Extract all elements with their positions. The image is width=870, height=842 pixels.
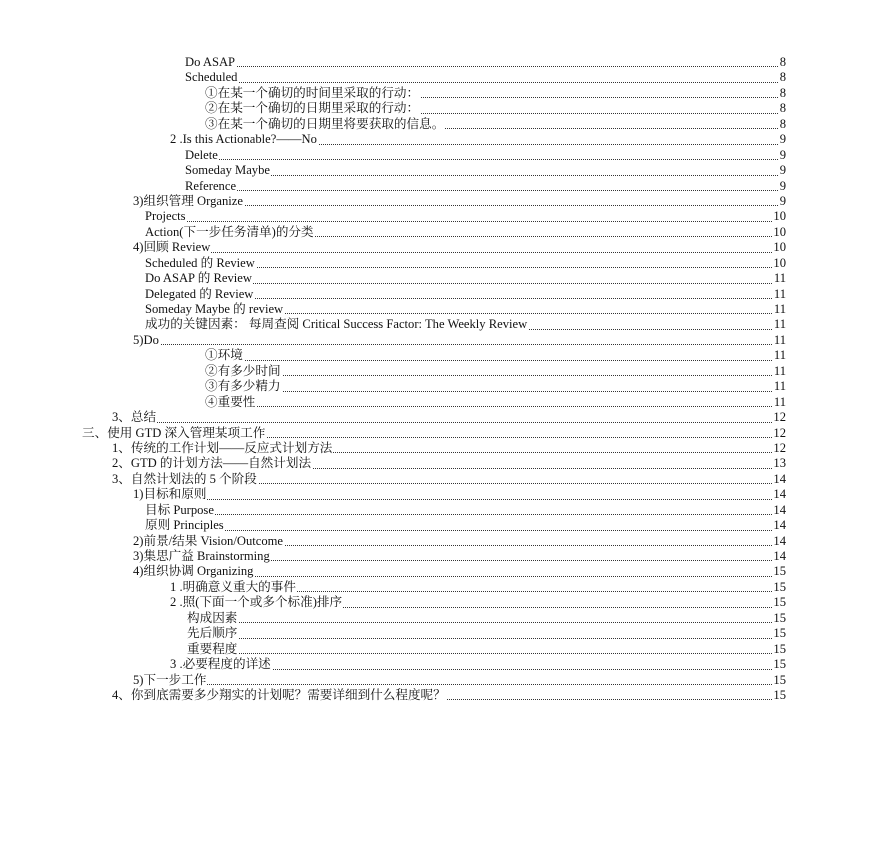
- toc-entry-page: 12: [773, 410, 786, 425]
- toc-entry-label: Scheduled: [185, 70, 238, 85]
- toc-entry-scheduled-review[interactable]: [0, 256, 870, 271]
- toc-entry-sort-criteria[interactable]: [0, 595, 870, 610]
- toc-entry-energy-available[interactable]: [0, 379, 870, 394]
- toc-entry-label: 先后顺序: [187, 626, 238, 641]
- toc-entry-page: 11: [773, 394, 786, 409]
- toc-entry-label: Reference: [185, 178, 237, 193]
- toc-entry-page: 15: [773, 564, 786, 579]
- toc-entry-label: 3、总结: [112, 410, 157, 425]
- toc-entry-label: 4、你到底需要多少翔实的计划呢？需要详细到什么程度呢？: [112, 687, 446, 702]
- dot-leader: [185, 175, 782, 176]
- toc-entry-page: 10: [773, 255, 786, 270]
- toc-entry-label: Someday Maybe 的 review: [145, 302, 284, 316]
- toc-entry-label: 2、GTD 的计划方法——自然计划法: [112, 456, 312, 471]
- toc-entry-purpose[interactable]: [0, 503, 870, 518]
- toc-entry-page: 11: [773, 332, 786, 347]
- dot-leader: [133, 252, 782, 253]
- toc-entry-brainstorming[interactable]: [0, 549, 870, 564]
- dot-leader: [145, 221, 782, 222]
- dot-leader: [185, 159, 782, 160]
- toc-entry-page: 15: [773, 626, 786, 641]
- toc-entry-page: 8: [779, 101, 786, 116]
- toc-entry-page: 10: [773, 209, 786, 224]
- toc-entry-someday-maybe-review[interactable]: [0, 302, 870, 317]
- toc-entry-next-actions[interactable]: [0, 673, 870, 688]
- toc-entry-actionable-no[interactable]: [0, 132, 870, 147]
- toc-entry-page: 14: [773, 502, 786, 517]
- toc-entry-page: 11: [773, 271, 786, 286]
- dot-leader: [145, 530, 782, 531]
- toc-entry-label: 原则 Principles: [145, 518, 224, 533]
- toc-entry-page: 9: [779, 193, 786, 208]
- toc-entry-label: 构成因素: [187, 610, 238, 625]
- toc-entry-page: 11: [773, 317, 786, 332]
- toc-entry-label: 2 .照(下面一个或多个标准)排序: [170, 595, 343, 610]
- toc-entry-how-detailed[interactable]: [0, 688, 870, 703]
- toc-entry-page: 14: [773, 487, 786, 502]
- toc-entry-page: 14: [773, 471, 786, 486]
- toc-entry-label: ③在某一个确切的日期里将要获取的信息。: [205, 116, 445, 131]
- toc-entry-label: Do ASAP 的 Review: [145, 271, 252, 286]
- toc-entry-label: Delete: [185, 147, 218, 162]
- toc-entry-reference[interactable]: [0, 179, 870, 194]
- toc-entry-label: 3)组织管理 Organize: [133, 193, 243, 208]
- toc-entry-page: 9: [779, 178, 786, 193]
- toc-entry-label: 1 .明确意义重大的事件: [170, 579, 296, 594]
- dot-leader: [205, 391, 782, 392]
- dot-leader: [187, 622, 782, 623]
- toc-entry-page: 15: [773, 579, 786, 594]
- toc-entry-do-asap[interactable]: [0, 55, 870, 70]
- toc-entry-date-info[interactable]: [0, 117, 870, 132]
- toc-entry-label: Delegated 的 Review: [145, 286, 254, 301]
- toc-entry-page: 11: [773, 363, 786, 378]
- toc-entry-label: 1)目标和原则: [133, 487, 207, 502]
- toc-entry-page: 11: [773, 379, 786, 394]
- dot-leader: [205, 360, 782, 361]
- toc-entry-page: 14: [773, 533, 786, 548]
- toc-entry-do-asap-review[interactable]: [0, 271, 870, 286]
- toc-entry-page: 11: [773, 286, 786, 301]
- toc-entry-someday-maybe[interactable]: [0, 163, 870, 178]
- dot-leader: [187, 638, 782, 639]
- toc-entry-label: 成功的关键因素： 每周查阅 Critical Success Factor: The Weekly Review: [145, 317, 528, 332]
- toc-entry-delegated-review[interactable]: [0, 287, 870, 302]
- dot-leader: [185, 190, 782, 191]
- dot-leader: [133, 499, 782, 500]
- toc-entry-page: 13: [773, 456, 786, 471]
- toc-entry-page: 8: [779, 70, 786, 85]
- toc-entry-time-available[interactable]: [0, 364, 870, 379]
- dot-leader: [133, 684, 782, 685]
- toc-entry-label: 5)下一步工作: [133, 672, 207, 687]
- toc-entry-page: 8: [779, 55, 786, 69]
- toc-entry-label: 三、使用 GTD 深入管理某项工作: [82, 425, 266, 440]
- toc-entry-principles[interactable]: [0, 518, 870, 533]
- toc-entry-page: 14: [773, 518, 786, 533]
- toc-entry-label: Do ASAP: [185, 55, 236, 69]
- toc-entry-label: ①环境: [205, 348, 243, 363]
- toc-entry-label: 1、传统的工作计划——反应式计划方法: [112, 440, 333, 455]
- toc-entry-do[interactable]: [0, 333, 870, 348]
- toc-entry-page: 9: [779, 163, 786, 178]
- toc-entry-page: 15: [773, 657, 786, 672]
- toc-entry-time-action[interactable]: [0, 86, 870, 101]
- toc-entry-environment[interactable]: [0, 348, 870, 363]
- toc-entry-necessary-detail[interactable]: [0, 657, 870, 672]
- toc-entry-label: Scheduled 的 Review: [145, 255, 255, 270]
- toc-entry-delete[interactable]: [0, 148, 870, 163]
- toc-entry-label: 3 .必要程度的详述: [170, 657, 271, 672]
- toc-entry-page: 10: [773, 224, 786, 239]
- toc-entry-label: ③有多少精力: [205, 379, 281, 394]
- toc-entry-page: 15: [773, 687, 786, 702]
- toc-entry-importance[interactable]: [0, 395, 870, 410]
- dot-leader: [133, 344, 782, 345]
- toc-entry-page: 11: [773, 348, 786, 363]
- toc-entry-page: 9: [779, 132, 786, 147]
- toc-entry-label: ④重要性: [205, 394, 256, 409]
- toc-entry-vision-outcome[interactable]: [0, 534, 870, 549]
- toc-entry-label: 3)集思广益 Brainstorming: [133, 549, 270, 563]
- toc-entry-components[interactable]: [0, 611, 870, 626]
- toc-entry-page: 15: [773, 610, 786, 625]
- toc-entry-page: 11: [773, 302, 786, 316]
- dot-leader: [145, 514, 782, 515]
- toc-entry-page: 15: [773, 595, 786, 610]
- toc-entry-weekly-review[interactable]: [0, 317, 870, 332]
- toc-entry-page: 15: [773, 641, 786, 656]
- toc-entry-sequence[interactable]: [0, 626, 870, 641]
- toc-entry-label: 2 .Is this Actionable?——No: [170, 132, 317, 147]
- toc-entry-priority-level[interactable]: [0, 642, 870, 657]
- toc-entry-summary[interactable]: [0, 410, 870, 425]
- toc-entry-label: Projects: [145, 209, 186, 224]
- toc-entry-label: 4)回顾 Review: [133, 240, 211, 255]
- dot-leader: [185, 82, 782, 83]
- toc-entry-page: 10: [773, 240, 786, 255]
- toc-entry-five-phases[interactable]: [0, 472, 870, 487]
- toc-entry-page: 9: [779, 147, 786, 162]
- dot-leader: [187, 653, 782, 654]
- toc-entry-scheduled[interactable]: [0, 70, 870, 85]
- toc-entry-label: 目标 Purpose: [145, 502, 214, 517]
- dot-leader: [205, 375, 782, 376]
- toc-entry-purpose-principles[interactable]: [0, 487, 870, 502]
- toc-entry-traditional-planning[interactable]: [0, 441, 870, 456]
- dot-leader: [185, 66, 782, 67]
- toc-entry-label: Someday Maybe: [185, 163, 270, 178]
- toc-entry-organizing[interactable]: [0, 564, 870, 579]
- toc-entry-page: 12: [773, 425, 786, 440]
- toc-entry-label: 5)Do: [133, 332, 159, 347]
- toc-entry-page: 14: [773, 549, 786, 563]
- toc-entry-review[interactable]: [0, 240, 870, 255]
- toc-entry-page: 15: [773, 672, 786, 687]
- toc-entry-significant-events[interactable]: [0, 580, 870, 595]
- toc-entry-chapter-three[interactable]: [0, 426, 870, 441]
- toc-entry-label: 重要程度: [187, 641, 238, 656]
- toc-entry-label: Action(下一步任务清单)的分类: [145, 224, 314, 239]
- toc-entry-label: 3、自然计划法的 5 个阶段: [112, 471, 257, 486]
- toc-entry-action-categories[interactable]: [0, 225, 870, 240]
- toc-entry-label: ②有多少时间: [205, 363, 281, 378]
- toc-entry-projects[interactable]: [0, 209, 870, 224]
- toc-entry-organize[interactable]: [0, 194, 870, 209]
- toc-entry-label: ②在某一个确切的日期里采取的行动：: [205, 101, 420, 116]
- table-of-contents: [0, 55, 870, 703]
- toc-entry-label: ①在某一个确切的时间里采取的行动：: [205, 85, 420, 100]
- toc-entry-page: 8: [779, 85, 786, 100]
- toc-entry-date-action[interactable]: [0, 101, 870, 116]
- dot-leader: [112, 422, 782, 423]
- dot-leader: [205, 406, 782, 407]
- toc-entry-page: 12: [773, 440, 786, 455]
- toc-entry-label: 4)组织协调 Organizing: [133, 564, 254, 579]
- toc-entry-label: 2)前景/结果 Vision/Outcome: [133, 533, 284, 548]
- toc-entry-natural-planning[interactable]: [0, 456, 870, 471]
- toc-entry-page: 8: [779, 116, 786, 131]
